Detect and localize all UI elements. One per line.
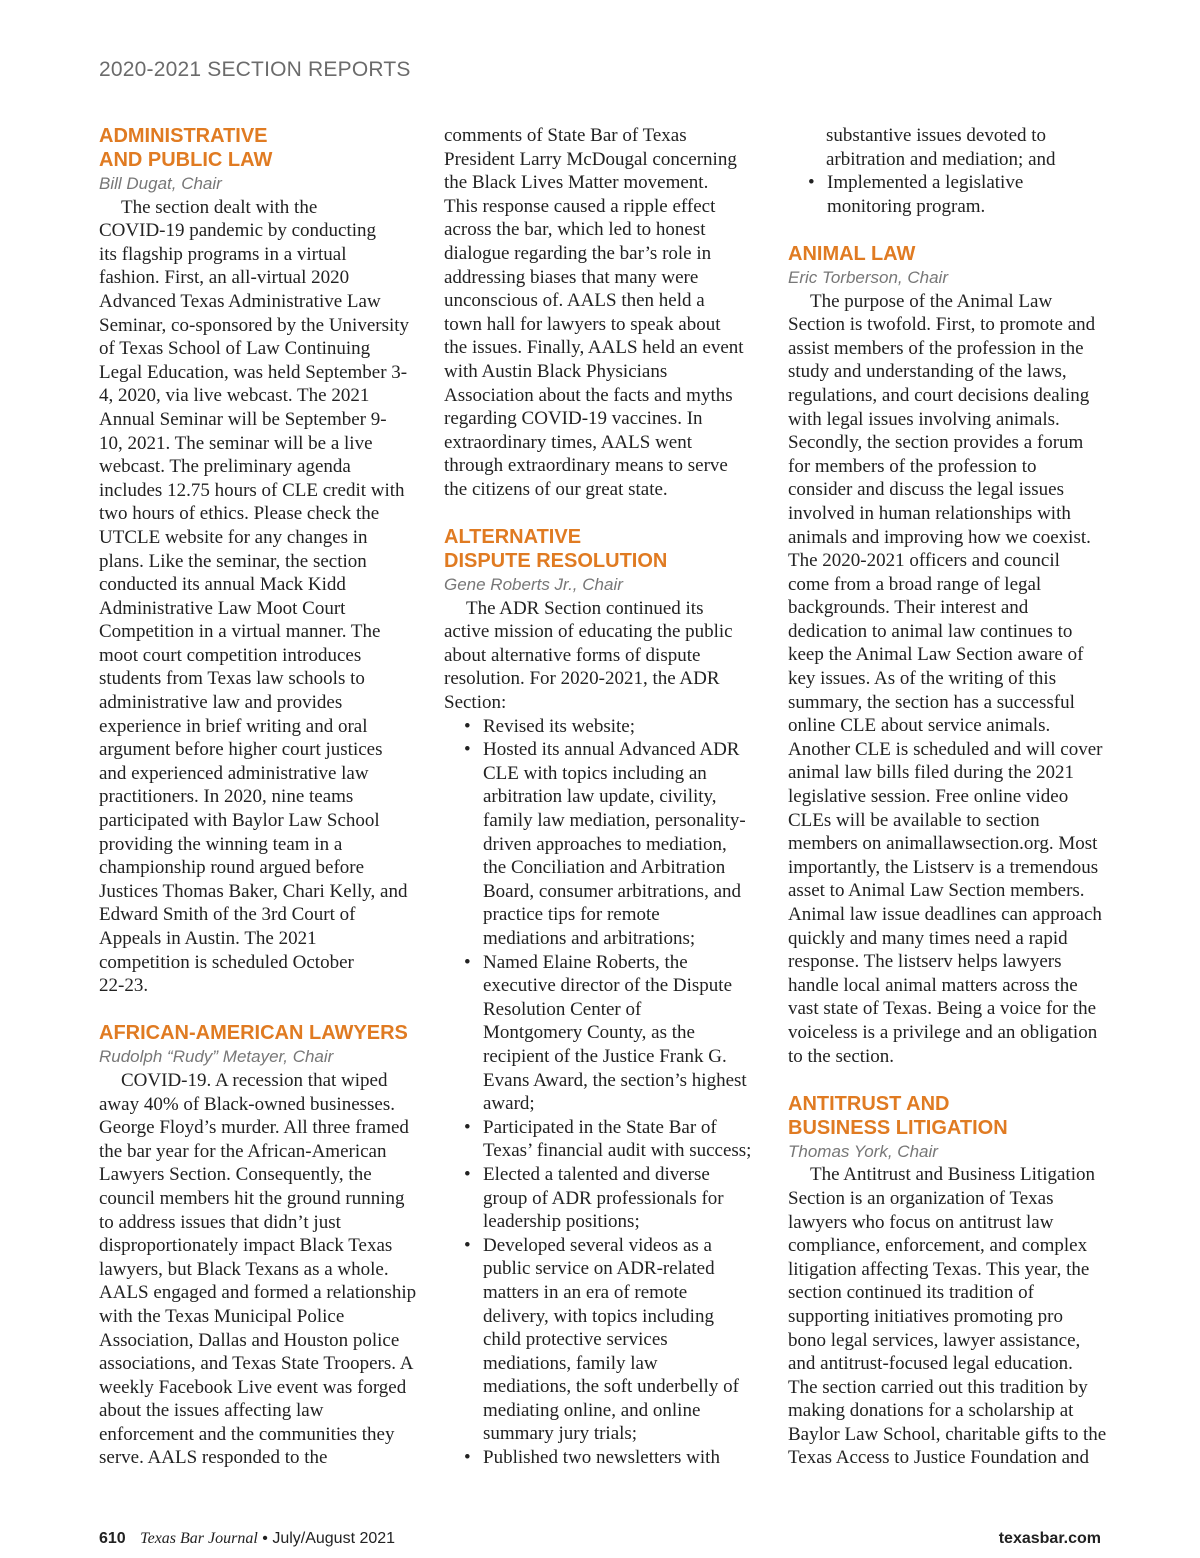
bullet-line: mediations, the soft underbelly of: [483, 1376, 739, 1398]
text-line: resolution. For 2020-2021, the ADR: [444, 668, 720, 690]
text-line: Legal Education, was held September 3-: [99, 361, 408, 383]
bullet-line: Developed several videos as a: [483, 1234, 712, 1256]
heading-line: ANTITRUST AND: [788, 1092, 950, 1115]
text-line: the bar year for the African-American: [99, 1140, 387, 1162]
text-line: animals and improving how we coexist.: [788, 526, 1091, 548]
bullet-line: recipient of the Justice Frank G.: [483, 1045, 727, 1067]
footer-separator: •: [262, 1530, 268, 1547]
text-line: for members of the profession to: [788, 455, 1037, 477]
body-adr: [444, 597, 762, 715]
text-line: voiceless is a privilege and an obligation: [788, 1021, 1098, 1043]
body-animal: [788, 290, 1106, 1069]
text-line: Annual Seminar will be September 9-: [99, 408, 387, 430]
text-line: Administrative Law Moot Court: [99, 597, 346, 619]
bullet-item: [464, 715, 762, 739]
text-line: fashion. First, an all-virtual 2020: [99, 267, 350, 289]
bullet-line: child protective services: [483, 1329, 668, 1351]
text-line: practitioners. In 2020, nine teams: [99, 786, 354, 808]
text-line: of Texas School of Law Continuing: [99, 338, 371, 360]
text-line: conducted its annual Mack Kidd: [99, 574, 346, 596]
text-line: UTCLE website for any changes in: [99, 526, 368, 548]
bullet-line: practice tips for remote: [483, 904, 660, 926]
text-line: Association, Dallas and Houston police: [99, 1329, 400, 1351]
text-line: its flagship programs in a virtual: [99, 243, 347, 265]
section-heading-aal: [99, 1021, 417, 1045]
text-line: Section:: [444, 692, 507, 714]
site-link[interactable]: texasbar.com: [998, 1530, 1101, 1547]
text-line: Animal law issue deadlines can approach: [788, 904, 1102, 925]
text-line: with legal issues involving animals.: [788, 408, 1060, 430]
text-line: Competition in a virtual manner. The: [99, 621, 381, 643]
bullet-item: [464, 1116, 762, 1163]
text-line: The ADR Section continued its: [466, 597, 704, 619]
bullet-marker: •: [464, 1234, 471, 1256]
heading-line: AND PUBLIC LAW: [99, 149, 273, 171]
text-line: COVID-19. A recession that wiped: [121, 1069, 388, 1091]
text-line: legislative session. Free online video: [788, 786, 1069, 808]
column-2: [444, 124, 762, 1470]
bullet-line: award;: [483, 1093, 535, 1115]
bullet-line: Board, consumer arbitrations, and: [483, 880, 742, 902]
text-line: Edward Smith of the 3rd Court of: [99, 904, 356, 926]
bullet-line: Resolution Center of: [483, 998, 642, 1020]
bullet-line: family law mediation, personality-: [483, 810, 746, 832]
text-line: administrative law and provides: [99, 692, 343, 714]
chair-antitrust: Thomas York, Chair: [788, 1141, 938, 1161]
section-heading-adr: [444, 525, 762, 573]
bullet-line: delivery, with topics including: [483, 1305, 714, 1327]
bullet-line: the Conciliation and Arbitration: [483, 857, 726, 879]
text-line: come from a broad range of legal: [788, 573, 1042, 595]
text-line: with Austin Black Physicians: [444, 360, 668, 382]
text-line: council members hit the ground running: [99, 1187, 405, 1209]
text-line: regarding COVID-19 vaccines. In: [444, 408, 703, 430]
chair-admin: Bill Dugat, Chair: [99, 174, 222, 193]
text-line: making donations for a scholarship at: [788, 1400, 1074, 1422]
bullet-line: driven approaches to mediation,: [483, 833, 727, 855]
text-line: weekly Facebook Live event was forged: [99, 1376, 407, 1398]
bullet-line: Hosted its annual Advanced ADR: [483, 739, 740, 761]
text-line: arbitration and mediation; and: [826, 148, 1056, 170]
chair-animal: Eric Torberson, Chair: [788, 267, 948, 287]
text-line: backgrounds. Their interest and: [788, 597, 1029, 619]
text-line: providing the winning team in a: [99, 833, 343, 855]
bullet-marker: •: [464, 739, 471, 761]
text-line: Another CLE is scheduled and will cover: [788, 738, 1103, 760]
text-line: section continued its tradition of: [788, 1282, 1034, 1304]
text-line: The 2020-2021 officers and council: [788, 550, 1060, 572]
bullet-line: public service on ADR-related: [483, 1258, 715, 1280]
text-line: consider and discuss the legal issues: [788, 479, 1064, 501]
bullet-line: executive director of the Dispute: [483, 975, 733, 997]
bullet-line: CLE with topics including an: [483, 762, 707, 784]
text-line: key issues. As of the writing of this: [788, 668, 1057, 690]
bullet-item: [464, 951, 762, 1116]
section-heading-animal: [788, 242, 1106, 266]
text-line: enforcement and the communities they: [99, 1423, 395, 1445]
body-aal-continued: [444, 124, 762, 502]
heading-line: AFRICAN-AMERICAN LAWYERS: [99, 1022, 408, 1045]
text-line: to the section.: [788, 1045, 895, 1067]
bullet-marker: •: [464, 1116, 471, 1138]
bullet-line: Published two newsletters with: [483, 1447, 720, 1469]
bullet-item: [464, 1234, 762, 1446]
heading-line: ANIMAL LAW: [788, 242, 916, 265]
bullet-line: Implemented a legislative: [827, 172, 1024, 194]
heading-line: ADMINISTRATIVE: [99, 125, 268, 147]
bullet-line: Participated in the State Bar of: [483, 1116, 717, 1138]
text-line: asset to Animal Law Section members.: [788, 880, 1085, 902]
bullet-marker: •: [808, 172, 815, 194]
text-line: Seminar, co-sponsored by the University: [99, 314, 410, 336]
text-line: Section is an organization of Texas: [788, 1187, 1054, 1209]
text-line: bono legal services, lawyer assistance,: [788, 1329, 1081, 1351]
text-line: argument before higher court justices: [99, 739, 383, 761]
text-line: importantly, the Listserv is a tremendous: [788, 856, 1099, 878]
bullet-line: Evans Award, the section’s highest: [483, 1069, 747, 1091]
bullet-line: monitoring program.: [827, 195, 986, 217]
running-head: 2020-2021 SECTION REPORTS: [99, 58, 411, 81]
text-line: comments of State Bar of Texas: [444, 125, 687, 146]
text-line: dedication to animal law continues to: [788, 620, 1073, 642]
column-1: [99, 124, 417, 1470]
text-line: Section is twofold. First, to promote and: [788, 314, 1096, 336]
text-line: response. The listserv helps lawyers: [788, 951, 1062, 973]
text-line: unconscious of. AALS then held a: [444, 290, 705, 312]
text-line: summary, the section has a successful: [788, 691, 1075, 713]
adr-bullet-list: [444, 715, 762, 1470]
text-line: away 40% of Black-owned businesses.: [99, 1093, 396, 1115]
text-line: Texas Access to Justice Foundation and: [788, 1447, 1090, 1469]
text-line: the Black Lives Matter movement.: [444, 172, 709, 194]
section-heading-antitrust: [788, 1092, 1106, 1140]
body-admin: [99, 196, 417, 998]
text-line: This response caused a ripple effect: [444, 195, 716, 217]
bullet-marker: •: [464, 1163, 471, 1185]
bullet-item: [464, 1163, 762, 1234]
bullet-line: mediating online, and online: [483, 1399, 701, 1421]
text-line: regulations, and court decisions dealing: [788, 384, 1090, 406]
text-line: study and understanding of the laws,: [788, 361, 1067, 383]
text-line: disproportionately impact Black Texas: [99, 1235, 393, 1257]
text-line: Justices Thomas Baker, Chari Kelly, and: [99, 880, 408, 902]
text-line: Appeals in Austin. The 2021: [99, 928, 317, 949]
bullet-item: [464, 738, 762, 950]
text-line: CLEs will be available to section: [788, 809, 1040, 831]
text-line: 10, 2021. The seminar will be a live: [99, 432, 373, 454]
text-line: The section carried out this tradition by: [788, 1376, 1088, 1398]
text-line: serve. AALS responded to the: [99, 1447, 328, 1469]
text-line: webcast. The preliminary agenda: [99, 456, 351, 478]
text-line: supporting initiatives promoting pro: [788, 1305, 1063, 1327]
text-line: Lawyers Section. Consequently, the: [99, 1164, 372, 1186]
bullet-line: Named Elaine Roberts, the: [483, 951, 688, 973]
text-line: keep the Animal Law Section aware of: [788, 644, 1084, 666]
text-line: assist members of the profession in the: [788, 337, 1084, 359]
text-line: to address issues that didn’t just: [99, 1211, 341, 1233]
page-number: 610: [99, 1530, 126, 1547]
text-line: participated with Baylor Law School: [99, 810, 380, 832]
bullet-marker: •: [464, 951, 471, 973]
heading-line: DISPUTE RESOLUTION: [444, 550, 668, 573]
text-line: Secondly, the section provides a forum: [788, 432, 1084, 454]
heading-line: ALTERNATIVE: [444, 526, 582, 549]
chair-adr: Gene Roberts Jr., Chair: [444, 575, 623, 595]
text-line: Advanced Texas Administrative Law: [99, 290, 381, 312]
text-line: 22-23.: [99, 975, 149, 997]
text-line: with the Texas Municipal Police: [99, 1305, 345, 1327]
journal-title: Texas Bar Journal: [140, 1530, 258, 1547]
bullet-line: leadership positions;: [483, 1211, 640, 1233]
bullet-line: Montgomery County, as the: [483, 1022, 695, 1044]
text-line: quickly and many times need a rapid: [788, 927, 1068, 949]
text-line: the citizens of our great state.: [444, 478, 668, 500]
text-line: dialogue regarding the bar’s role in: [444, 242, 712, 264]
bullet-line: group of ADR professionals for: [483, 1187, 724, 1209]
text-line: extraordinary times, AALS went: [444, 431, 693, 453]
text-line: about the issues affecting law: [99, 1400, 324, 1422]
bullet-line: Texas’ financial audit with success;: [483, 1140, 752, 1162]
text-line: championship round argued before: [99, 857, 365, 879]
bullet-marker: •: [464, 1447, 471, 1469]
text-line: handle local animal matters across the: [788, 974, 1078, 996]
text-line: vast state of Texas. Being a voice for the: [788, 998, 1097, 1020]
text-line: and experienced administrative law: [99, 762, 369, 784]
text-line: students from Texas law schools to: [99, 668, 365, 690]
adr-bullet-continued: [788, 124, 1106, 171]
text-line: two hours of ethics. Please check the: [99, 503, 380, 525]
text-line: through extraordinary means to serve: [444, 455, 728, 477]
text-line: experience in brief writing and oral: [99, 715, 368, 737]
text-line: The Antitrust and Business Litigation: [810, 1164, 1095, 1186]
text-line: moot court competition introduces: [99, 644, 362, 666]
text-line: town hall for lawyers to speak about: [444, 313, 721, 335]
text-line: involved in human relationships with: [788, 502, 1071, 524]
text-line: animal law bills filed during the 2021: [788, 762, 1075, 784]
text-line: the issues. Finally, AALS held an event: [444, 337, 744, 359]
bullet-item: [464, 1446, 762, 1470]
text-line: members on animallawsection.org. Most: [788, 833, 1098, 855]
text-line: associations, and Texas State Troopers. A: [99, 1353, 414, 1375]
text-line: online CLE about service animals.: [788, 715, 1051, 737]
bullet-line: mediations, family law: [483, 1352, 658, 1374]
text-line: about alternative forms of dispute: [444, 644, 701, 666]
bullet-line: summary jury trials;: [483, 1423, 638, 1445]
bullet-line: Revised its website;: [483, 715, 635, 737]
text-line: across the bar, which led to honest: [444, 219, 706, 241]
section-heading-admin: [99, 124, 417, 172]
column-3: [788, 124, 1106, 1470]
text-line: lawyers who focus on antitrust law: [788, 1211, 1054, 1233]
text-line: lawyers, but Black Texans as a whole.: [99, 1258, 389, 1280]
text-line: 4, 2020, via live webcast. The 2021: [99, 385, 370, 407]
text-line: The section dealt with the: [121, 196, 318, 218]
text-line: plans. Like the seminar, the section: [99, 550, 367, 572]
text-line: AALS engaged and formed a relationship: [99, 1282, 417, 1304]
bullet-item: [808, 171, 1106, 218]
text-line: competition is scheduled October: [99, 951, 354, 973]
text-line: substantive issues devoted to: [826, 125, 1047, 146]
text-line: litigation affecting Texas. This year, the: [788, 1258, 1090, 1280]
bullet-line: mediations and arbitrations;: [483, 928, 696, 949]
bullet-line: Elected a talented and diverse: [483, 1163, 710, 1185]
page-footer: [99, 1530, 1101, 1554]
body-aal: [99, 1069, 417, 1470]
text-line: active mission of educating the public: [444, 621, 733, 643]
text-line: compliance, enforcement, and complex: [788, 1235, 1088, 1257]
bullet-marker: •: [464, 715, 471, 737]
chair-aal: Rudolph “Rudy” Metayer, Chair: [99, 1047, 334, 1067]
text-line: and antitrust-focused legal education.: [788, 1353, 1073, 1375]
bullet-line: arbitration law update, civility,: [483, 786, 717, 808]
text-line: George Floyd’s murder. All three framed: [99, 1117, 409, 1139]
text-line: COVID-19 pandemic by conducting: [99, 220, 377, 242]
text-line: includes 12.75 hours of CLE credit with: [99, 479, 405, 501]
text-line: The purpose of the Animal Law: [810, 290, 1053, 312]
body-antitrust: [788, 1163, 1106, 1470]
text-line: President Larry McDougal concerning: [444, 148, 737, 170]
heading-line: BUSINESS LITIGATION: [788, 1116, 1008, 1139]
text-line: Association about the facts and myths: [444, 384, 733, 406]
text-line: addressing biases that many were: [444, 266, 699, 288]
bullet-line: matters in an era of remote: [483, 1281, 688, 1303]
issue-date: July/August 2021: [272, 1530, 396, 1547]
adr-bullet-list-continued: [788, 171, 1106, 218]
text-line: Baylor Law School, charitable gifts to the: [788, 1423, 1107, 1445]
